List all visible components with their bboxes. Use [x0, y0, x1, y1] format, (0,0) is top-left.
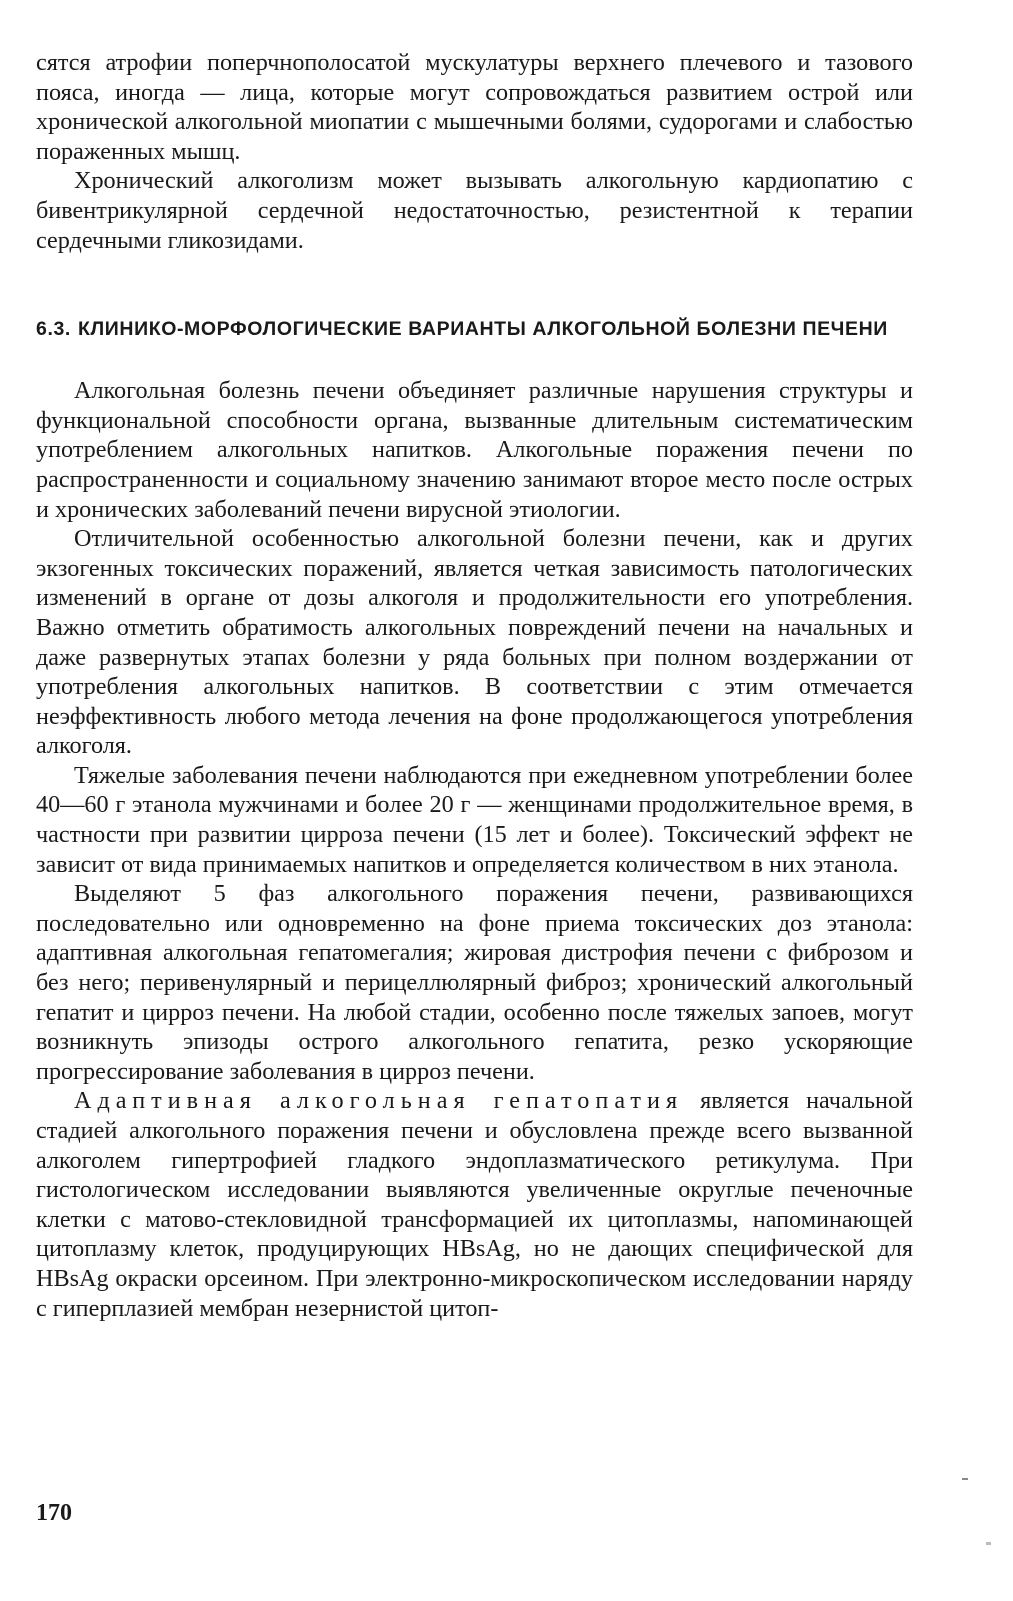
paragraph-doses: Тяжелые заболевания печени наблюдаются при ежедневном употреблении более 40—60 г этанола мужчинами и более 20 г — женщинами продолжительное время, в частности при развитии цирроза печени (15 лет и более). Токсический эффект не зависит от вида принимаемых напитков и определяется количеством в них этанола.	[36, 761, 913, 878]
paragraph-adaptive-hepatopathy	[36, 1086, 913, 1323]
section-number: 6.3.	[36, 318, 71, 341]
scan-speck	[986, 1542, 991, 1545]
paragraph-cardiopathy: Хронический алкоголизм может вызывать алкогольную кардиопатию с бивентрикулярной сердечной недостаточностью, резистентной к терапии сердечными гликозидами.	[36, 167, 913, 254]
section-title: КЛИНИКО-МОРФОЛОГИЧЕСКИЕ ВАРИАНТЫ АЛКОГОЛЬНОЙ БОЛЕЗНИ ПЕЧЕНИ	[78, 318, 888, 341]
paragraph-continued: сятся атрофии поперчнополосатой мускулатуры верхнего плечевого и тазового пояса, иногда — лица, которые могут сопровождаться развитием острой или хронической алкогольной миопатии с мышечными болями, судорогами и слабостью пораженных мышц.	[36, 49, 913, 165]
paragraph-definition: Алкогольная болезнь печени объединяет различные нарушения структуры и функциональной способности органа, вызванные длительным систематическим употреблением алкогольных напитков. Алкогольные поражения печени по распространенности и социальному значению занимают второе место после острых и хронических заболеваний печени вирусной этиологии.	[36, 377, 913, 523]
paragraph-phases: Выделяют 5 фаз алкогольного поражения печени, развивающихся последовательно или одновременно на фоне приема токсических доз этанола: адаптивная алкогольная гепатомегалия; жировая дистрофия печени с фиброзом и без него; перивенулярный и перицеллюлярный фиброз; хронический алкогольный гепатит и цирроз печени. На любой стадии, особенно после тяжелых запоев, могут возникнуть эпизоды острого алкогольного гепатита, резко ускоряющие прогрессирование заболевания в цирроз печени.	[36, 880, 913, 1085]
spaced-term: Адаптивная алкогольная гепатопатия	[74, 1087, 684, 1115]
page-number: 170	[36, 1500, 72, 1526]
scan-speck	[962, 1478, 968, 1480]
paragraph-features: Отличительной особенностью алкогольной болезни печени, как и других экзогенных токсических поражений, является четкая зависимость патологических изменений в органе от дозы алкоголя и продолжительности его употребления. Важно отметить обратимость алкогольных повреждений печени на начальных и даже развернутых этапах болезни у ряда больных при полном воздержании от употребления алкогольных напитков. В соответствии с этим отмечается неэффективность любого метода лечения на фоне продолжающегося употребления алкоголя.	[36, 525, 913, 760]
section-heading	[36, 317, 913, 342]
paragraph-adaptive-text: является начальной стадией алкогольного поражения печени и обусловлена прежде всего вызванной алкоголем гипертрофией гладкого эндоплазматического ретикулума. При гистологическом исследовании выявляются увеличенные округлые печеночные клетки с матово-стекловидной трансформацией их цитоплазмы, напоминающей цитоплазму клеток, продуцирующих HBsAg, но не дающих специфической для HBsAg окраски орсеином. При электронно-микроскопическом исследовании наряду с гиперплазией мембран незернистой цитоп-	[36, 1087, 914, 1322]
